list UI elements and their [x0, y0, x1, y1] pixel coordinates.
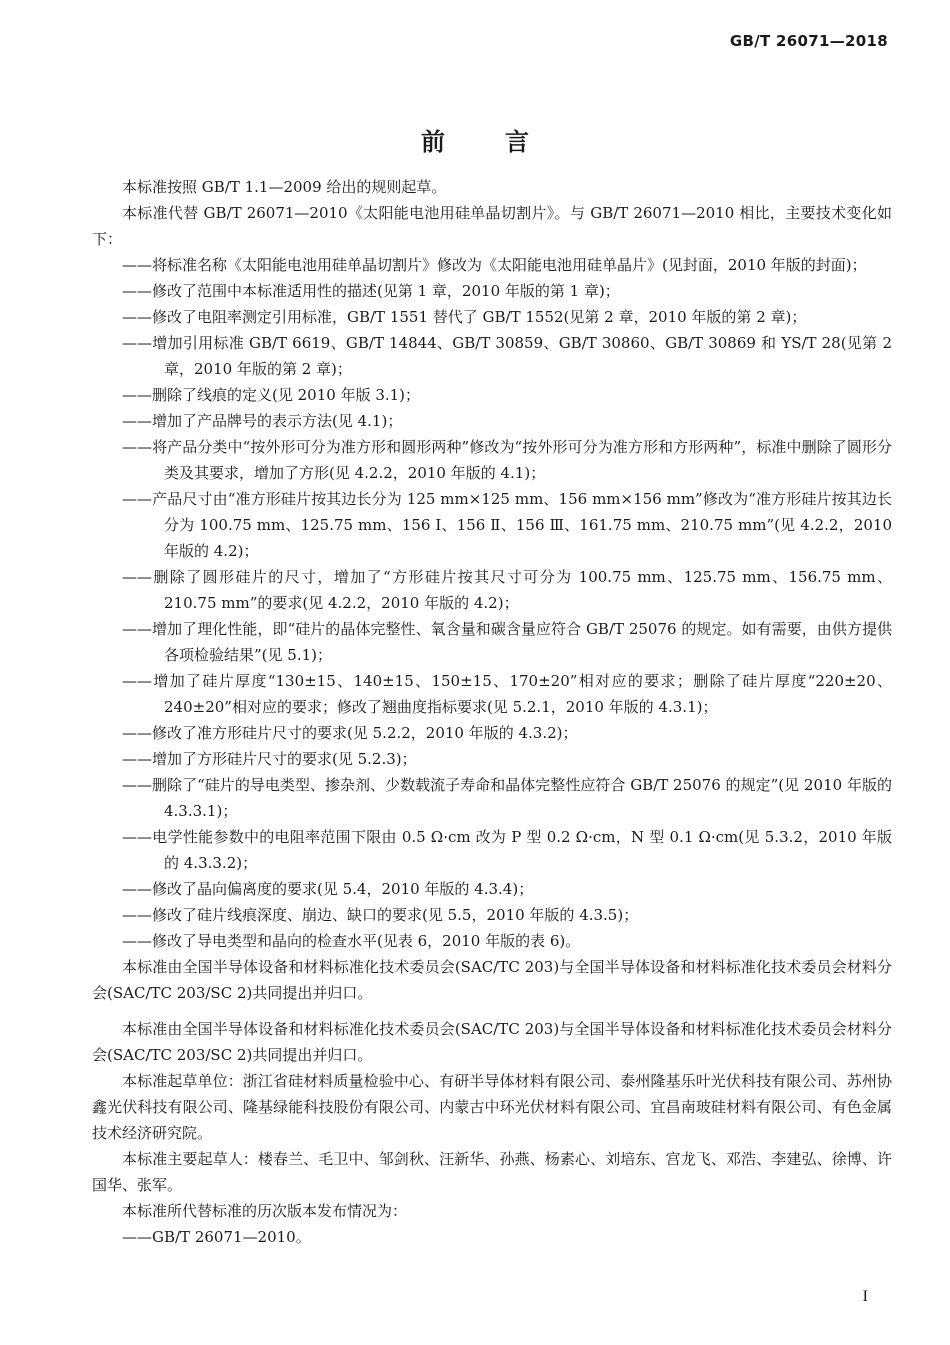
document-body: [92, 174, 892, 1250]
change-item: ——电学性能参数中的电阻率范围下限由 0.5 Ω·cm 改为 P 型 0.2 Ω·cm，N 型 0.1 Ω·cm(见 5.3.2，2010 年版的 4.3.3.2)；: [122, 828, 892, 872]
change-item: ——修改了准方形硅片尺寸的要求(见 5.2.2，2010 年版的 4.3.2)；: [122, 724, 578, 742]
drafters-paragraph: 本标准主要起草人：楼春兰、毛卫中、邹剑秋、汪新华、孙燕、杨素心、刘培东、宫龙飞、邓浩、李建弘、徐博、许国华、张军。: [92, 1150, 892, 1194]
change-item: ——修改了导电类型和晶向的检查水平(见表 6，2010 年版的表 6)。: [122, 932, 581, 950]
change-item: ——修改了晶向偏离度的要求(见 5.4，2010 年版的 4.3.4)；: [122, 880, 534, 898]
standard-code: GB/T 26071—2018: [729, 32, 888, 50]
intro-paragraph-drafting-rules: 本标准按照 GB/T 1.1—2009 给出的规则起草。: [122, 178, 447, 196]
change-item: ——增加引用标准 GB/T 6619、GB/T 14844、GB/T 30859、GB/T 30860、GB/T 30869 和 YS/T 28(见第 2 章，2010 年版的第 2 章)；: [122, 334, 892, 378]
change-item: ——增加了产品牌号的表示方法(见 4.1)；: [122, 412, 403, 430]
change-item: ——将标准名称《太阳能电池用硅单晶切割片》修改为《太阳能电池用硅单晶片》(见封面，2010 年版的封面)；: [122, 256, 867, 274]
page-title: 前言: [421, 128, 589, 156]
change-item: ——增加了理化性能，即“硅片的晶体完整性、氧含量和碳含量应符合 GB/T 25076 的规定。如有需要，由供方提供各项检验结果”(见 5.1)；: [122, 620, 892, 664]
change-item: ——将产品分类中“按外形可分为准方形和圆形两种”修改为“按外形可分为准方形和方形两种”，标准中删除了圆形分类及其要求，增加了方形(见 4.2.2，2010 年版的 4.1)；: [122, 438, 892, 482]
change-item: ——修改了电阻率测定引用标准，GB/T 1551 替代了 GB/T 1552(见第 2 章，2010 年版的第 2 章)；: [122, 308, 807, 326]
changes-list: [92, 252, 892, 954]
proposal-paragraph: 本标准由全国半导体设备和材料标准化技术委员会(SAC/TC 203)与全国半导体设备和材料标准化技术委员会材料分会(SAC/TC 203/SC 2)共同提出并归口。: [92, 958, 892, 1002]
change-item: ——删除了线痕的定义(见 2010 年版 3.1)；: [122, 386, 421, 404]
change-item: ——增加了方形硅片尺寸的要求(见 5.2.3)；: [122, 750, 417, 768]
proposal-paragraph-repeat: 本标准由全国半导体设备和材料标准化技术委员会(SAC/TC 203)与全国半导体设备和材料标准化技术委员会材料分会(SAC/TC 203/SC 2)共同提出并归口。: [92, 1020, 892, 1064]
change-item: ——增加了硅片厚度“130±15、140±15、150±15、170±20”相对应的要求；删除了硅片厚度“220±20、240±20”相对应的要求；修改了翘曲度指标要求(见 5.2.1，2010 年版的 4.3.1)；: [122, 672, 892, 716]
change-item: ——产品尺寸由“准方形硅片按其边长分为 125 mm×125 mm、156 mm×156 mm”修改为“准方形硅片按其边长分为 100.75 mm、125.75 mm、156 Ⅰ、156 Ⅱ、156 Ⅲ、161.75 mm、210.75 mm”(见 4.2.2，2010 年版的 4.2)；: [122, 490, 892, 560]
change-item: ——修改了范围中本标准适用性的描述(见第 1 章，2010 年版的第 1 章)；: [122, 282, 620, 300]
history-intro: 本标准所代替标准的历次版本发布情况为：: [122, 1202, 408, 1220]
history-item: ——GB/T 26071—2010。: [122, 1228, 311, 1246]
intro-paragraph-replacement: 本标准代替 GB/T 26071—2010《太阳能电池用硅单晶切割片》。与 GB/T 26071—2010 相比，主要技术变化如下：: [92, 204, 892, 248]
drafting-units-paragraph: 本标准起草单位：浙江省硅材料质量检验中心、有研半导体材料有限公司、泰州隆基乐叶光伏科技有限公司、苏州协鑫光伏科技有限公司、隆基绿能科技股份有限公司、内蒙古中环光伏材料有限公司、宜昌南玻硅材料有限公司、有色金属技术经济研究院。: [92, 1072, 892, 1142]
change-item: ——删除了“硅片的导电类型、掺杂剂、少数载流子寿命和晶体完整性应符合 GB/T 25076 的规定”(见 2010 年版的 4.3.3.1)；: [122, 776, 892, 820]
change-item: ——删除了圆形硅片的尺寸，增加了“方形硅片按其尺寸可分为 100.75 mm、125.75 mm、156.75 mm、210.75 mm”的要求(见 4.2.2，2010 年版的 4.2)；: [122, 568, 892, 612]
page-number: I: [862, 1288, 868, 1305]
change-item: ——修改了硅片线痕深度、崩边、缺口的要求(见 5.5，2010 年版的 4.3.5)；: [122, 906, 639, 924]
